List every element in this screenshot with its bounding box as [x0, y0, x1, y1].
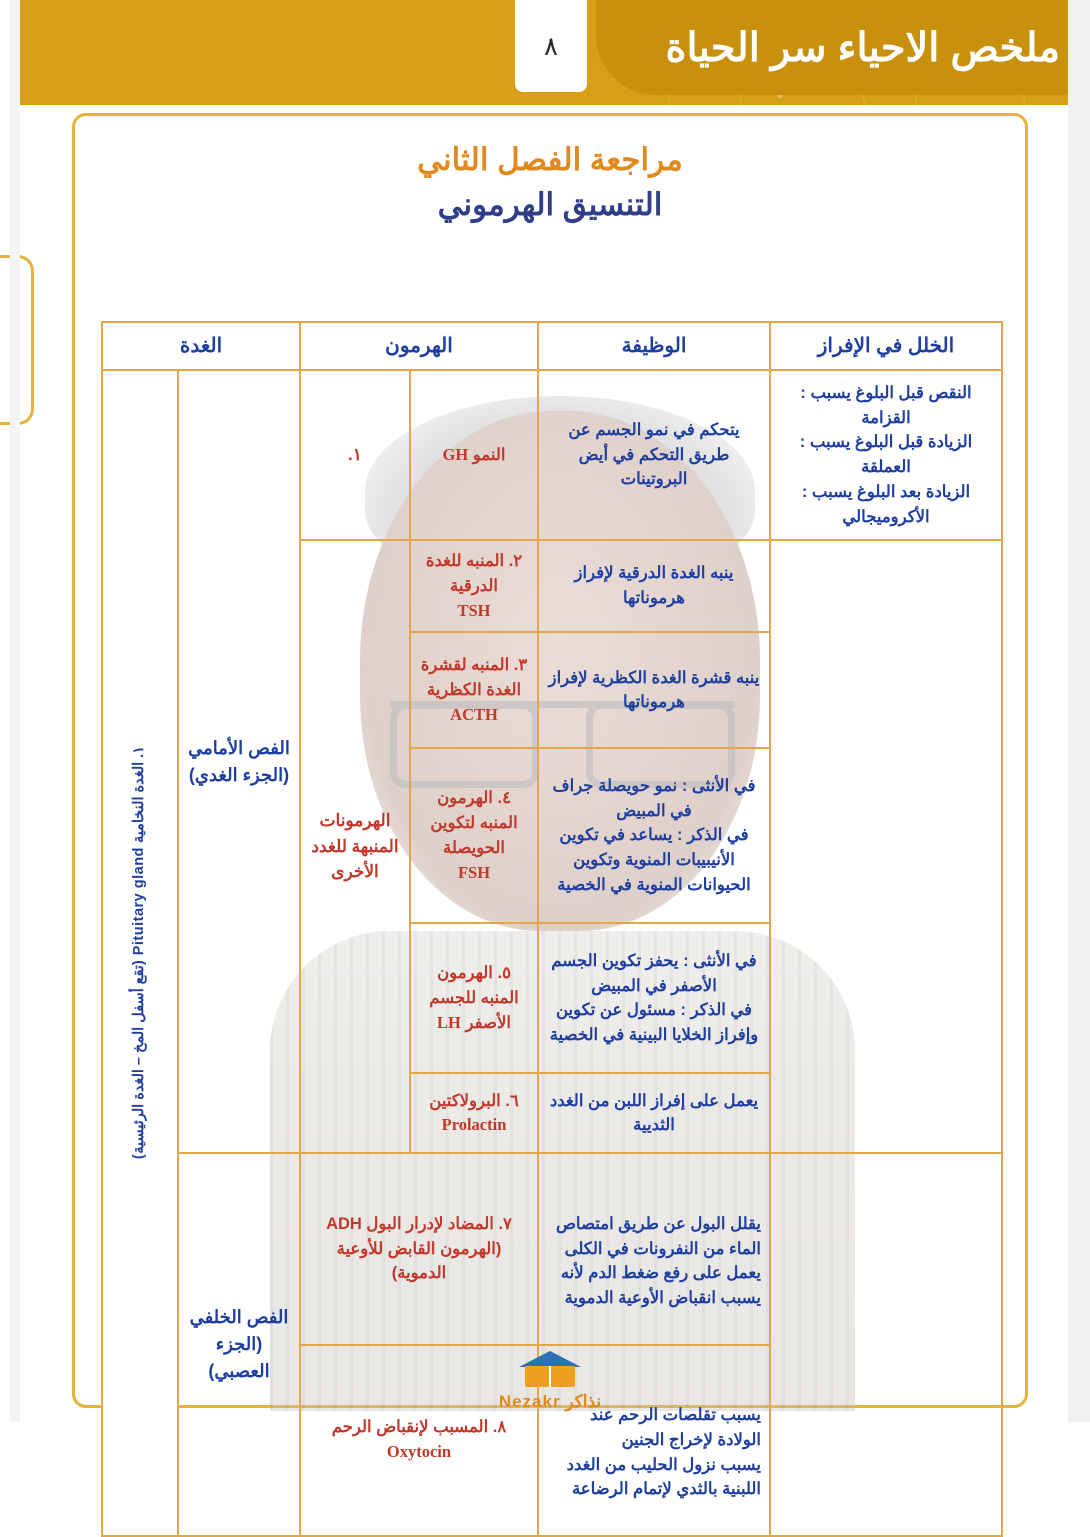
page-title	[75, 138, 1025, 228]
cell-function-gh: يتحكم في نمو الجسم عن طريق التحكم في أيض البروتينات	[538, 370, 770, 540]
page-title-line1: مراجعة الفصل الثاني	[417, 142, 683, 177]
cell-hormone-tsh	[410, 540, 538, 632]
hormone-number-oxytocin: ٨.	[492, 1418, 507, 1437]
hormone-number-acth: ٣.	[513, 656, 528, 675]
hormone-name-oxytocin: المسبب لإنقباض الرحم	[331, 1418, 489, 1437]
cell-function-prolactin: يعمل على إفراز اللبن من الغدد الثديية	[538, 1073, 770, 1153]
cell-defect-gh: النقص قبل البلوغ يسبب : القزامة الزيادة قبل البلوغ يسبب : العملقة الزيادة بعد البلوغ يسبب : الأكروميجالي	[770, 370, 1002, 540]
header-hormone: الهرمون	[300, 322, 538, 370]
cell-defect-empty-posterior	[770, 1153, 1002, 1536]
cell-hormone-gh	[410, 370, 538, 540]
footer-logo	[10, 1351, 1090, 1412]
header-defect: الخلل في الإفراز	[770, 322, 1002, 370]
hormone-name-gh: النمو	[472, 445, 506, 464]
cell-hormone-acth	[410, 632, 538, 748]
cell-hormone-prolactin	[410, 1073, 538, 1153]
hormone-number-lh: ٥.	[497, 964, 511, 983]
banner-title: ملخص الاحياء سر الحياة	[665, 25, 1060, 70]
cell-function-adh: يقلل البول عن طريق امتصاص الماء من النفرونات في الكلى يعمل على رفع ضغط الدم لأنه يسبب انقباض الأوعية الدموية	[538, 1153, 770, 1344]
page-number-badge	[515, 0, 587, 92]
hormone-name-prolactin: البرولاكتين	[429, 1091, 501, 1110]
header-banner	[10, 0, 1090, 105]
hormone-name-adh: المضاد لإدرار البول ADH (الهرمون القابض للأوعية الدموية)	[326, 1214, 502, 1283]
cell-hormone-lh	[410, 923, 538, 1073]
cell-hormone-adh	[300, 1153, 538, 1344]
hormone-latin-oxytocin: Oxytocin	[386, 1442, 452, 1462]
cell-function-fsh: في الأنثى : نمو حويصلة جراف في المبيض في الذكر : يساعد في تكوين الأنيبيبات المنوية وتكوين الحيوانات المنوية في الخصية	[538, 748, 770, 923]
hormone-number-adh: ٧.	[498, 1214, 512, 1233]
page-right-gutter	[1068, 0, 1090, 1422]
hormone-latin-acth: ACTH	[450, 704, 498, 724]
cell-lobe-posterior: الفص الخلفي (الجزء العصبي)	[178, 1153, 300, 1536]
cell-function-oxytocin: يسبب تقلصات الرحم عند الولادة لإخراج الجنين يسبب نزول الحليب من الغدد اللبنية بالثدي لإتمام الرضاعة	[538, 1345, 770, 1536]
gland-side-text: ١. الغدة النخامية Pituitary gland (تقع أسفل المخ – الغدة الرئيسية)	[131, 746, 148, 1160]
header-function: الوظيفة	[538, 322, 770, 370]
table-row	[102, 370, 1002, 540]
header-gland: الغدة	[102, 322, 300, 370]
graduation-cap-icon	[519, 1351, 581, 1389]
content-card	[72, 113, 1028, 1499]
cell-function-lh: في الأنثى : يحفز تكوين الجسم الأصفر في المبيض في الذكر : مسئول عن تكوين وإفراز الخلايا البينية في الخصية	[538, 923, 770, 1073]
cell-defect-empty-anterior	[770, 540, 1002, 1153]
banner-title-plate	[596, 0, 1090, 95]
hormone-latin-prolactin: Prolactin	[441, 1115, 507, 1135]
cell-function-acth: ينبه قشرة الغدة الكظرية لإفراز هرموناتها	[538, 632, 770, 748]
page-sheet	[10, 105, 1090, 1499]
hormone-latin-lh: LH	[437, 1012, 461, 1032]
hormone-number-tsh: ٢.	[508, 552, 523, 570]
cell-hormone-number-gh: ١.	[300, 370, 410, 540]
cell-lobe-anterior: الفص الأمامي (الجزء الغدي)	[178, 370, 300, 1153]
hormone-name-fsh: الهرمون المنبه لتكوين الحويصلة	[430, 789, 518, 857]
hormone-number-fsh: ٤.	[497, 789, 511, 808]
hormone-name-lh: الهرمون المنبه للجسم الأصفر	[429, 964, 519, 1032]
hormone-name-tsh: المنبه للغدة الدرقية	[425, 552, 505, 595]
table-row	[102, 1153, 1002, 1344]
hormone-number-prolactin: ٦.	[505, 1091, 519, 1110]
hormone-latin-fsh: FSH	[457, 862, 491, 882]
page-title-line2: التنسيق الهرموني	[437, 186, 663, 222]
hormone-latin-tsh: TSH	[457, 600, 491, 620]
hormone-name-acth: المنبه لقشرة الغدة الكظرية	[420, 656, 522, 699]
table-header-row	[102, 322, 1002, 370]
cell-function-tsh: ينبه الغدة الدرقية لإفراز هرموناتها	[538, 540, 770, 632]
hormone-latin-gh: GH	[442, 444, 469, 464]
cell-hormone-fsh	[410, 748, 538, 923]
page-left-gutter	[10, 0, 20, 1422]
page-number: ٨	[544, 30, 558, 61]
cell-group-stimulating: الهرمونات المنبهة للغدد الأخرى	[300, 540, 410, 1153]
brand-name: نذاكر Nezakr	[498, 1392, 602, 1411]
